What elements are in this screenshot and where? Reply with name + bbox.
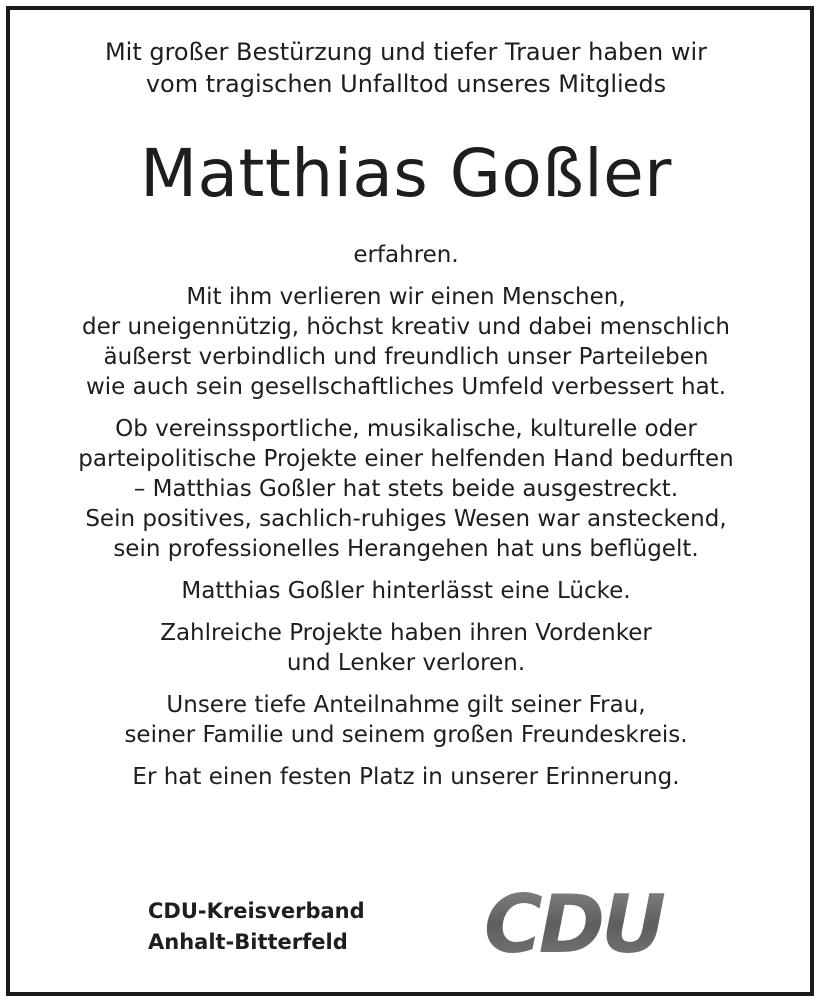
paragraph	[0, 576, 812, 606]
intro-text	[0, 36, 812, 100]
notice-body	[0, 240, 812, 804]
text-line: der uneigennützig, höchst kreativ und dabei menschlich	[82, 314, 730, 340]
text-line: Unsere tiefe Anteilnahme gilt seiner Frau,	[166, 692, 646, 718]
sender-line: Anhalt-Bitterfeld	[148, 930, 348, 954]
intro-line: vom tragischen Unfalltod unseres Mitglieds	[145, 70, 667, 98]
text-line: Ob vereinssportliche, musikalische, kulturelle oder	[115, 416, 697, 442]
cdu-logo-text: CDU	[483, 886, 663, 964]
sender-block	[148, 896, 365, 958]
paragraph	[0, 690, 812, 750]
text-line: wie auch sein gesellschaftliches Umfeld verbessert hat.	[85, 374, 727, 400]
text-line: – Matthias Goßler hat stets beide ausgestreckt.	[133, 476, 679, 502]
sender-line: CDU-Kreisverband	[148, 899, 365, 923]
cdu-logo-graphic	[468, 886, 678, 964]
text-line: Er hat einen festen Platz in unserer Erinnerung.	[132, 764, 680, 790]
text-line: äußerst verbindlich und freundlich unser Parteileben	[103, 344, 709, 370]
text-line: sein professionelles Herangehen hat uns beflügelt.	[113, 536, 699, 562]
intro-line: Mit großer Bestürzung und tiefer Trauer haben wir	[104, 38, 708, 66]
text-line: Matthias Goßler hinterlässt eine Lücke.	[181, 578, 631, 604]
text-line: parteipolitische Projekte einer helfenden Hand bedurften	[78, 446, 734, 472]
text-line: Sein positives, sachlich-ruhiges Wesen war ansteckend,	[85, 506, 727, 532]
paragraph	[0, 240, 812, 270]
cdu-logo	[468, 886, 678, 968]
text-line: Zahlreiche Projekte haben ihren Vordenker	[160, 620, 652, 646]
text-line: und Lenker verloren.	[286, 650, 526, 676]
paragraph	[0, 762, 812, 792]
paragraph	[0, 618, 812, 678]
text-line: Mit ihm verlieren wir einen Menschen,	[186, 284, 626, 310]
text-line: erfahren.	[353, 242, 459, 268]
text-line: seiner Familie und seinem großen Freundeskreis.	[124, 722, 688, 748]
paragraph	[0, 282, 812, 402]
paragraph	[0, 414, 812, 564]
deceased-name: Matthias Goßler	[140, 135, 672, 212]
